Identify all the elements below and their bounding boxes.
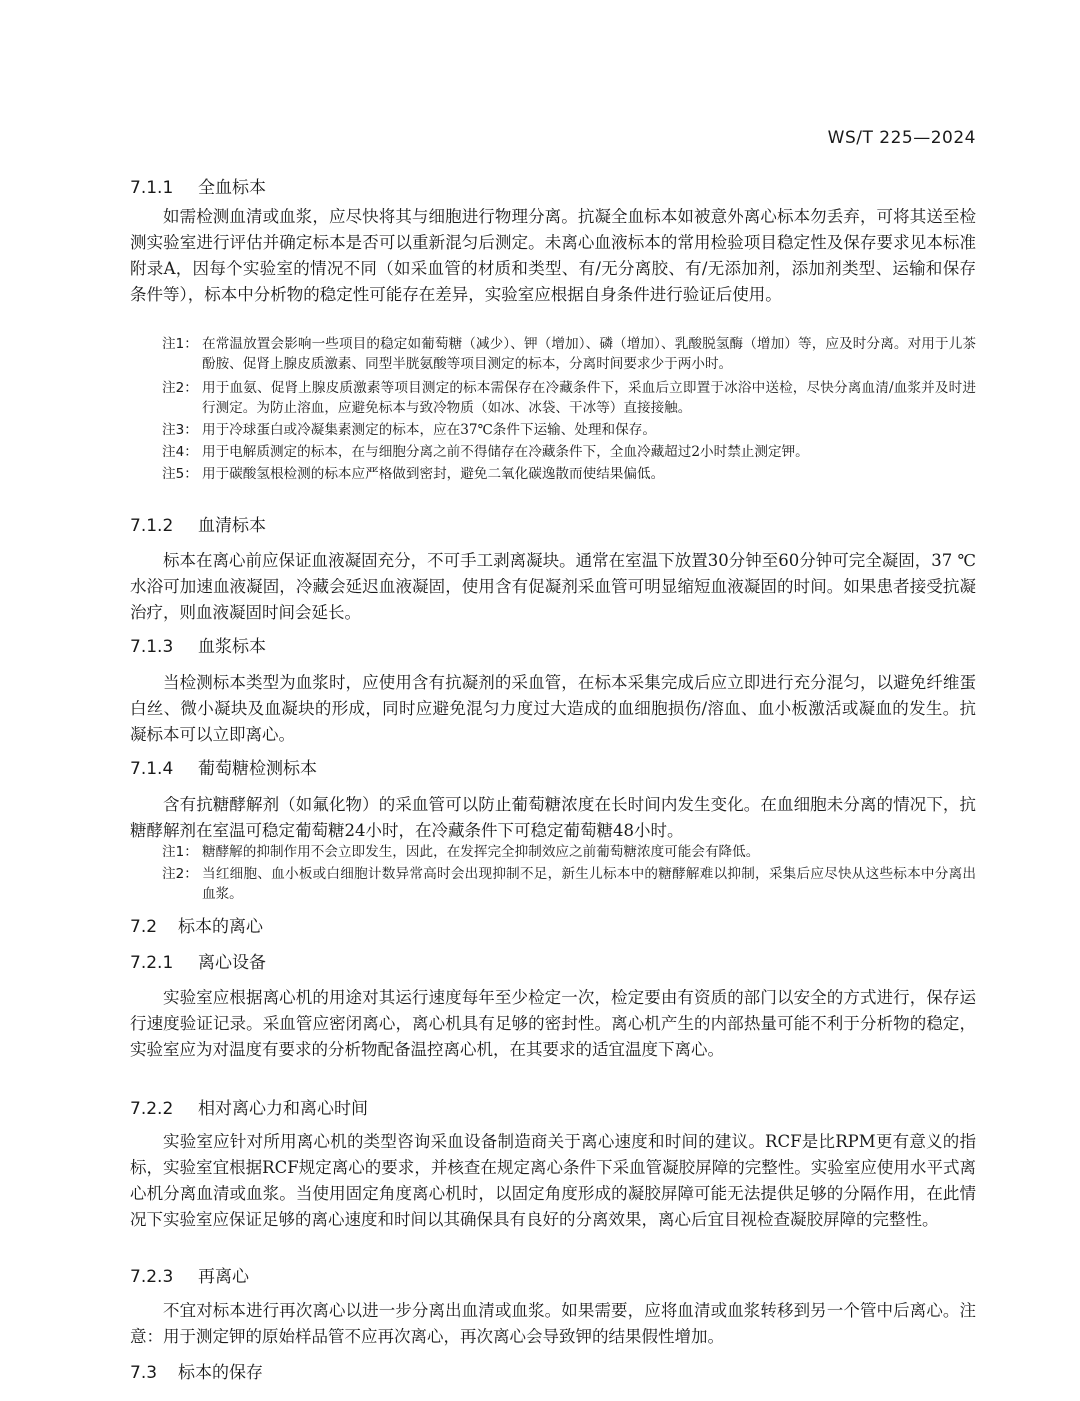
section-7-1-4 [130, 757, 976, 781]
paragraph: 实验室应根据离心机的用途对其运行速度每年至少检定一次，检定要由有资质的部门以安全的方式进行，保存运行速度验证记录。采血管应密闭离心，离心机具有足够的密封性。离心机产生的内部热量可能不利于分析物的稳定，实验室应为对温度有要求的分析物配备温控离心机，在其要求的适宜温度下离心。 [130, 988, 976, 1059]
section-title: 标本的保存 [178, 1363, 263, 1383]
section-7-1-3-body [130, 670, 976, 748]
section-7-2-2-body [130, 1129, 976, 1233]
section-7-1-1 [130, 176, 976, 200]
note-label: 注1： [162, 844, 198, 860]
note-item [162, 334, 976, 374]
section-title: 标本的离心 [178, 917, 263, 937]
section-title: 全血标本 [198, 178, 266, 198]
paragraph: 实验室应针对所用离心机的类型咨询采血设备制造商关于离心速度和时间的建议。RCF是比RPM更有意义的指标，实验室宜根据RCF规定离心的要求，并核查在规定离心条件下采血管凝胶屏障的完整性。实验室应使用水平式离心机分离血清或血浆。当使用固定角度离心机时，以固定角度形成的凝胶屏障可能无法提供足够的分隔作用，在此情况下实验室应保证足够的离心速度和时间以其确保具有良好的分离效果，离心后宜目视检查凝胶屏障的完整性。 [130, 1132, 976, 1229]
section-7-2-1 [130, 951, 976, 975]
document-code: WS/T 225—2024 [827, 128, 976, 148]
note-text: 在常温放置会影响一些项目的稳定如葡萄糖（减少）、钾（增加）、磷（增加）、乳酸脱氢酶（增加）等，应及时分离。对用于儿茶酚胺、促肾上腺皮质激素、同型半胱氨酸等项目测定的标本，分离时间要求少于两小时。 [202, 336, 976, 372]
section-title: 离心设备 [198, 953, 266, 973]
section-title: 血浆标本 [198, 637, 266, 657]
note-text: 糖酵解的抑制作用不会立即发生，因此，在发挥完全抑制效应之前葡萄糖浓度可能会有降低。 [202, 844, 760, 860]
section-heading [130, 176, 976, 200]
section-7-2-3 [130, 1265, 976, 1289]
section-7-1-2 [130, 514, 976, 538]
note-text: 当红细胞、血小板或白细胞计数异常高时会出现抑制不足，新生儿标本中的糖酵解难以抑制，采集后应尽快从这些标本中分离出血浆。 [202, 866, 976, 902]
note-text: 用于电解质测定的标本，在与细胞分离之前不得储存在冷藏条件下，全血冷藏超过2小时禁止测定钾。 [202, 444, 809, 460]
section-title: 葡萄糖检测标本 [198, 759, 317, 779]
note-text: 用于冷球蛋白或冷凝集素测定的标本，应在37℃条件下运输、处理和保存。 [202, 422, 656, 438]
section-heading [130, 1361, 976, 1385]
section-heading [130, 915, 976, 939]
section-heading [130, 514, 976, 538]
section-heading [130, 1265, 976, 1289]
note-text: 用于碳酸氢根检测的标本应严格做到密封，避免二氧化碳逸散而使结果偏低。 [202, 466, 665, 482]
note-item [162, 378, 976, 418]
section-number: 7.3 [130, 1363, 158, 1383]
section-heading [130, 757, 976, 781]
section-number: 7.2 [130, 917, 158, 937]
section-7-1-4-notes [130, 842, 976, 904]
section-number: 7.1.2 [130, 516, 174, 536]
section-number: 7.1.4 [130, 759, 174, 779]
section-title: 相对离心力和离心时间 [198, 1099, 368, 1119]
section-7-2-3-body [130, 1298, 976, 1350]
section-7-3 [130, 1361, 976, 1385]
section-7-2-1-body [130, 985, 976, 1063]
note-label: 注2： [162, 380, 198, 396]
section-7-1-1-body [130, 204, 976, 308]
section-heading [130, 635, 976, 659]
note-item [162, 864, 976, 904]
section-7-2 [130, 915, 976, 939]
note-item [162, 442, 976, 462]
note-label: 注2： [162, 866, 198, 882]
section-title: 血清标本 [198, 516, 266, 536]
section-7-1-1-notes [130, 334, 976, 484]
section-number: 7.2.2 [130, 1099, 174, 1119]
note-item [162, 420, 976, 440]
note-label: 注4： [162, 444, 198, 460]
section-number: 7.2.3 [130, 1267, 174, 1287]
note-label: 注3： [162, 422, 198, 438]
paragraph: 当检测标本类型为血浆时，应使用含有抗凝剂的采血管，在标本采集完成后应立即进行充分混匀，以避免纤维蛋白丝、微小凝块及血凝块的形成，同时应避免混匀力度过大造成的血细胞损伤/溶血、血小板激活或凝血的发生。抗凝标本可以立即离心。 [130, 673, 976, 744]
section-7-1-4-body [130, 792, 976, 844]
section-7-2-2 [130, 1097, 976, 1121]
note-item [162, 464, 976, 484]
section-number: 7.1.1 [130, 178, 174, 198]
paragraph: 如需检测血清或血浆，应尽快将其与细胞进行物理分离。抗凝全血标本如被意外离心标本勿丢弃，可将其送至检测实验室进行评估并确定标本是否可以重新混匀后测定。未离心血液标本的常用检验项目稳定性及保存要求见本标准附录A，因每个实验室的情况不同（如采血管的材质和类型、有/无分离胶、有/无添加剂，添加剂类型、运输和保存条件等），标本中分析物的稳定性可能存在差异，实验室应根据自身条件进行验证后使用。 [130, 207, 976, 304]
note-label: 注1： [162, 336, 198, 352]
paragraph: 标本在离心前应保证血液凝固充分，不可手工剥离凝块。通常在室温下放置30分钟至60分钟可完全凝固，37 ℃水浴可加速血液凝固，冷藏会延迟血液凝固，使用含有促凝剂采血管可明显缩短血液凝固的时间。如果患者接受抗凝治疗，则血液凝固时间会延长。 [130, 551, 976, 622]
section-7-1-2-body [130, 548, 976, 626]
section-heading [130, 1097, 976, 1121]
note-item [162, 842, 976, 862]
section-title: 再离心 [198, 1267, 249, 1287]
section-number: 7.2.1 [130, 953, 174, 973]
note-text: 用于血氨、促肾上腺皮质激素等项目测定的标本需保存在冷藏条件下，采血后立即置于冰浴中送检，尽快分离血清/血浆并及时进行测定。为防止溶血，应避免标本与致冷物质（如冰、冰袋、干冰等）直接接触。 [202, 380, 976, 416]
section-7-1-3 [130, 635, 976, 659]
paragraph: 不宜对标本进行再次离心以进一步分离出血清或血浆。如果需要，应将血清或血浆转移到另一个管中后离心。注意：用于测定钾的原始样品管不应再次离心，再次离心会导致钾的结果假性增加。 [130, 1301, 976, 1346]
section-heading [130, 951, 976, 975]
section-number: 7.1.3 [130, 637, 174, 657]
note-label: 注5： [162, 466, 198, 482]
paragraph: 含有抗糖酵解剂（如氟化物）的采血管可以防止葡萄糖浓度在长时间内发生变化。在血细胞未分离的情况下，抗糖酵解剂在室温可稳定葡萄糖24小时，在冷藏条件下可稳定葡萄糖48小时。 [130, 795, 976, 840]
